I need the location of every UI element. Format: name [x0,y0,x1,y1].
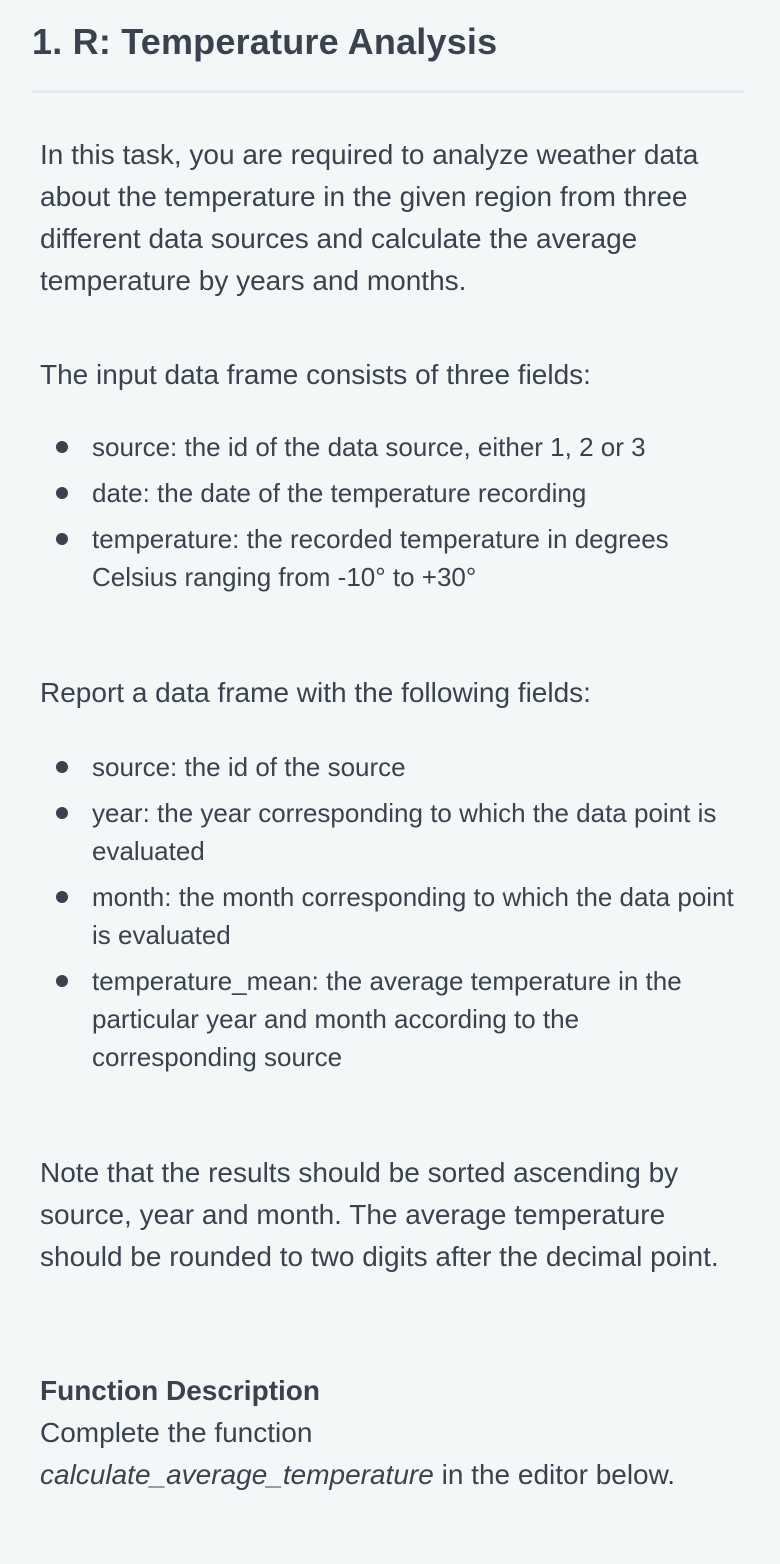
input-fields-heading: The input data frame consists of three fields: [40,359,591,390]
bullet-icon [56,807,68,819]
list-item-text: temperature_mean: the average temperature in the particular year and month according to the corresponding source [92,966,682,1072]
list-item [40,520,740,596]
list-item [40,748,740,786]
note-paragraph: Note that the results should be sorted ascending by source, year and month. The average temperature should be rounded to two digits after the decimal point. [40,1157,719,1272]
bullet-icon [56,441,68,453]
bullet-icon [56,761,68,773]
list-item [40,962,740,1076]
page-title: 1. R: Temperature Analysis [32,21,498,62]
function-description-prefix: Complete the function [40,1417,313,1448]
function-description-text [40,1412,740,1496]
list-item [40,878,740,954]
list-item-text: temperature: the recorded temperature in degrees Celsius ranging from -10° to +30° [92,524,669,592]
function-description-heading: Function Description [40,1375,320,1406]
report-fields-list [40,748,740,1084]
list-item-text: source: the id of the data source, either 1, 2 or 3 [92,432,646,462]
bullet-icon [56,891,68,903]
intro-paragraph: In this task, you are required to analyze weather data about the temperature in the given region from three different data sources and calculate the average temperature by years and months. [40,139,699,296]
bullet-icon [56,533,68,545]
function-name: calculate_average_temperature [40,1459,434,1490]
input-fields-list [40,428,740,604]
list-item-text: month: the month corresponding to which the data point is evaluated [92,882,734,950]
title-divider [32,90,744,93]
list-item [40,474,740,512]
bullet-icon [56,975,68,987]
function-description-suffix: in the editor below. [433,1459,676,1490]
list-item-text: source: the id of the source [92,752,406,782]
list-item [40,428,740,466]
bullet-icon [56,487,68,499]
list-item-text: date: the date of the temperature recording [92,478,587,508]
report-fields-heading: Report a data frame with the following fields: [40,677,591,708]
list-item-text: year: the year corresponding to which the data point is evaluated [92,798,717,866]
list-item [40,794,740,870]
